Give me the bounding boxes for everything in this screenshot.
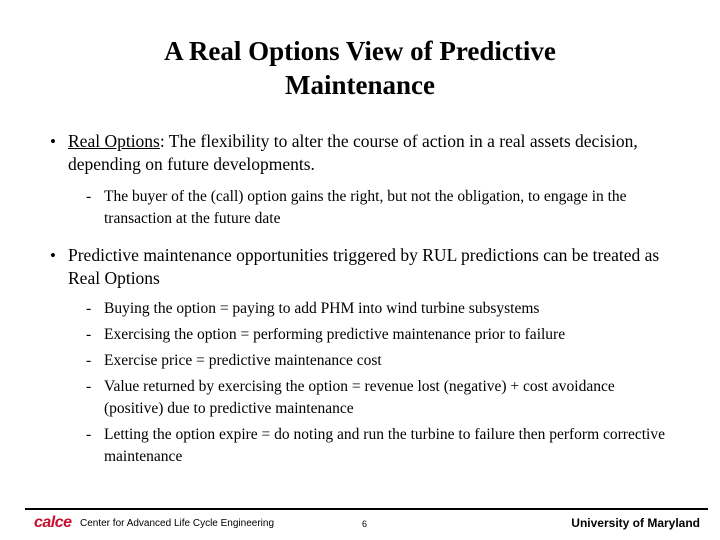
dash-marker: - (86, 188, 92, 205)
real-options-term: Real Options (68, 131, 160, 151)
sub-list-predictive-maintenance (50, 298, 670, 468)
real-options-definition: : The flexibility to alter the course of action in a real assets decision, depending on future developments. (68, 131, 638, 174)
sub-item-text: Exercise price = predictive maintenance cost (104, 352, 382, 369)
sub-item-text: The buyer of the (call) option gains the right, but not the obligation, to engage in the transaction at the future date (104, 188, 627, 227)
dash-marker: - (86, 378, 92, 395)
center-name: Center for Advanced Life Cycle Engineering (80, 518, 275, 529)
sub-item (50, 376, 670, 420)
dash-marker: - (86, 326, 92, 343)
dash-marker: - (86, 300, 92, 317)
slide-title-line-2: Maintenance (285, 70, 435, 100)
page-number: 6 (362, 519, 368, 529)
bullet-real-options (50, 130, 670, 176)
bullet-marker: • (50, 132, 56, 151)
dash-marker: - (86, 426, 92, 443)
calce-logo: calce (34, 514, 72, 531)
sub-item-text: Value returned by exercising the option = revenue lost (negative) + cost avoidance (positive) due to predictive maintenance (104, 378, 615, 417)
sub-item-text: Exercising the option = performing predictive maintenance prior to failure (104, 326, 566, 343)
slide-body (50, 130, 670, 468)
sub-item (50, 350, 670, 372)
bullet-predictive-maintenance (50, 244, 670, 290)
sub-item (50, 298, 670, 320)
sub-list-real-options (50, 186, 670, 230)
predictive-maintenance-text: Predictive maintenance opportunities triggered by RUL predictions can be treated as Real Options (68, 245, 660, 288)
sub-item (50, 186, 670, 230)
sub-item (50, 424, 670, 468)
dash-marker: - (86, 352, 92, 369)
slide-title (0, 34, 720, 102)
slide-title-line-1: A Real Options View of Predictive (164, 36, 556, 66)
bullet-marker: • (50, 246, 56, 265)
sub-item-text: Letting the option expire = do noting and run the turbine to failure then perform corrective maintenance (104, 426, 665, 465)
slide-footer (0, 514, 720, 534)
sub-item (50, 324, 670, 346)
sub-item-text: Buying the option = paying to add PHM into wind turbine subsystems (104, 300, 540, 317)
footer-divider (25, 508, 708, 510)
university-name: University of Maryland (571, 516, 700, 530)
